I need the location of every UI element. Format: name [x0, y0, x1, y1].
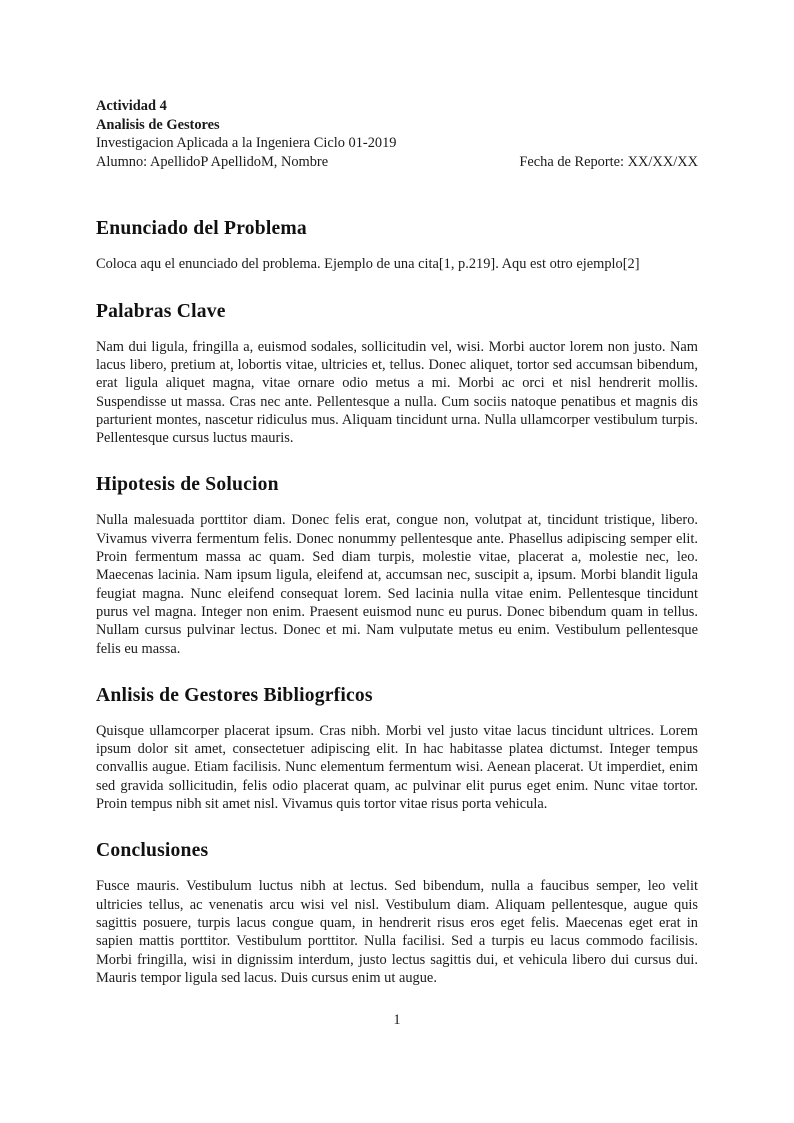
report-date: Fecha de Reporte: XX/XX/XX [519, 153, 698, 170]
student-date-row [96, 153, 698, 172]
section-body: Coloca aqu el enunciado del problema. Ejemplo de una cita[1, p.219]. Aqu est otro ejemplo[2] [96, 256, 640, 273]
section-title: Palabras Clave [96, 300, 226, 322]
section-enunciado-del-problema [96, 218, 698, 273]
document-subtitle: Analisis de Gestores [96, 116, 220, 133]
section-body: Fusce mauris. Vestibulum luctus nibh at lectus. Sed bibendum, nulla a faucibus semper, leo velit ultricies tellus, ac venenatis arcu wisi vel nisl. Vestibulum diam. Aliquam pellentesque, augue quis sagittis posuere, turpis lacus congue quam, in hendrerit risus eros eget felis. Maecenas eget erat in sapien mattis porttitor. Vestibulum porttitor. Nulla facilisi. Sed a turpis eu lacus commodo facilisis. Morbi fringilla, wisi in dignissim interdum, justo lectus sagittis dui, et vehicula libero dui cursus dui. Mauris tempor ligula sed lacus. Duis cursus enim ut augue. [96, 878, 698, 986]
document-header [96, 97, 698, 171]
section-analisis-de-gestores [96, 685, 698, 813]
section-body: Nam dui ligula, fringilla a, euismod sodales, sollicitudin vel, wisi. Morbi auctor lorem non justo. Nam lacus libero, pretium at, lobortis vitae, ultricies et, tellus. Donec aliquet, tortor sed accumsan bibendum, erat ligula aliquet magna, vitae ornare odio metus a mi. Morbi ac orci et nisl hendrerit mollis. Suspendisse ut massa. Cras nec ante. Pellentesque a nulla. Cum sociis natoque penatibus et magnis dis parturient montes, nascetur ridiculus mus. Aliquam tincidunt urna. Nulla ullamcorper vestibulum turpis. Pellentesque cursus luctus mauris. [96, 338, 698, 447]
section-conclusiones [96, 840, 698, 987]
section-title: Hipotesis de Solucion [96, 474, 279, 496]
section-hipotesis-de-solucion [96, 474, 698, 657]
section-title: Enunciado del Problema [96, 218, 307, 240]
course-line: Investigacion Aplicada a la Ingeniera Ciclo 01-2019 [96, 135, 397, 152]
section-body: Nulla malesuada porttitor diam. Donec felis erat, congue non, volutpat at, tincidunt tristique, libero. Vivamus viverra fermentum felis. Donec nonummy pellentesque ante. Phasellus adipiscing semper elit. Proin fermentum massa ac quam. Sed diam turpis, molestie vitae, placerat a, molestie nec, leo. Maecenas lacinia. Nam ipsum ligula, eleifend at, accumsan nec, suscipit a, ipsum. Morbi blandit ligula feugiat magna. Nunc eleifend consequat lorem. Sed lacinia nulla vitae enim. Pellentesque tincidunt purus vel magna. Integer non enim. Praesent euismod nunc eu purus. Donec bibendum quam in tellus. Nullam cursus pulvinar lectus. Donec et mi. Nam vulputate metus eu enim. Vestibulum pellentesque felis eu massa. [96, 512, 698, 657]
section-title: Anlisis de Gestores Bibliogrficos [96, 684, 373, 706]
page-number: 1 [393, 1012, 401, 1028]
section-palabras-clave [96, 301, 698, 448]
student-line: Alumno: ApellidoP ApellidoM, Nombre [96, 153, 329, 170]
section-title: Conclusiones [96, 840, 209, 862]
page-footer [0, 1012, 794, 1029]
activity-title: Actividad 4 [96, 98, 167, 114]
section-body: Quisque ullamcorper placerat ipsum. Cras nibh. Morbi vel justo vitae lacus tincidunt ultrices. Lorem ipsum dolor sit amet, consectetuer adipiscing elit. In hac habitasse platea dictumst. Integer tempus convallis augue. Etiam facilisis. Nunc elementum fermentum wisi. Aenean placerat. Ut imperdiet, enim sed gravida sollicitudin, felis odio placerat quam, ac pulvinar elit purus eget enim. Nunc vitae tortor. Proin tempus nibh sit amet nisl. Vivamus quis tortor vitae risus porta vehicula. [96, 722, 698, 813]
